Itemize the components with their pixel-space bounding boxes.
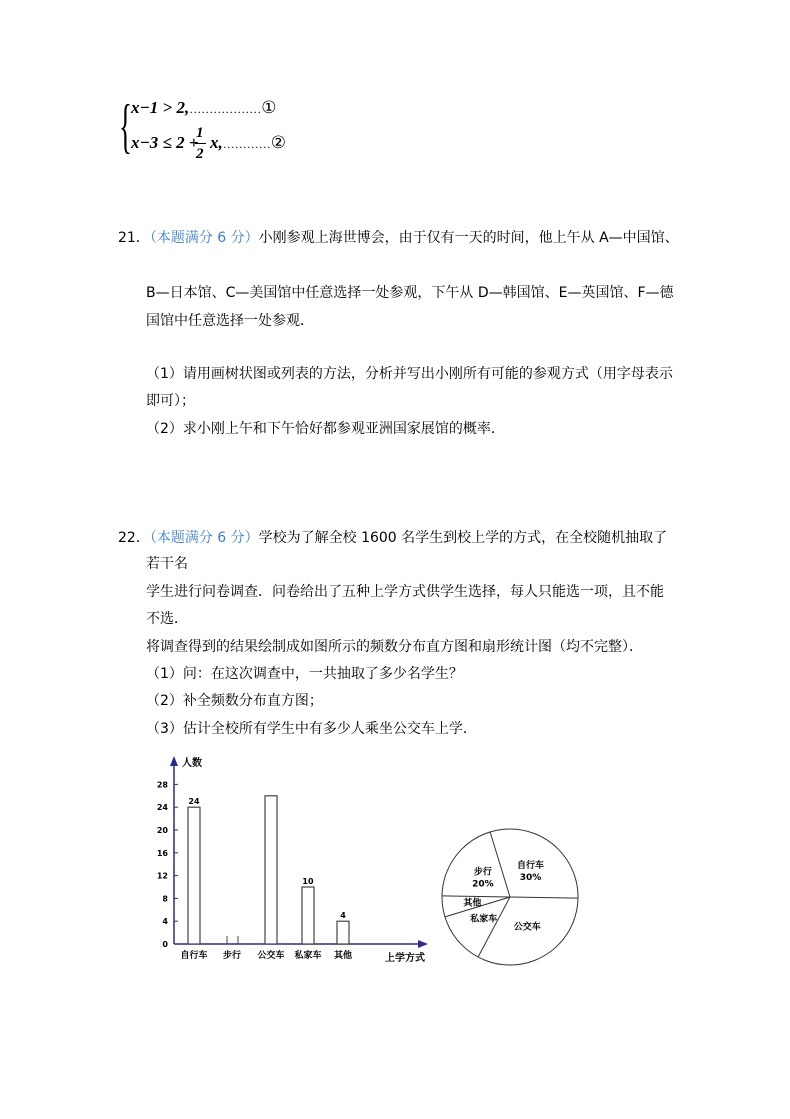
pie-pct-label: 30% [519, 872, 542, 883]
pie-label-公交车: 公交车 [513, 922, 541, 933]
q22-line4: 不选． [146, 611, 188, 627]
q21-part2: （2）求小刚上午和下午恰好都参观亚洲国家展馆的概率． [146, 421, 505, 437]
pie-pct-label: 20% [472, 879, 494, 890]
bar-公交车 [265, 796, 277, 944]
y-tick-label: 4 [162, 917, 168, 927]
q21-line3: 国馆中任意选择一处参观． [146, 313, 314, 329]
q22-part3: （3）估计全校所有学生中有多少人乘坐公交车上学． [146, 721, 477, 737]
q22-part1: （1）问：在这次调查中，一共抽取了多少名学生？ [146, 666, 463, 682]
q22-line1: 22．（本题满分 6 分）学校为了解全校 1600 名学生到校上学的方式，在全校随机抽取了 [118, 530, 668, 546]
q22-line2: 若干名 [146, 556, 188, 572]
y-tick-label: 12 [156, 871, 168, 881]
pie-label-私家车: 私家车 [470, 914, 498, 925]
x-axis-arrow [418, 940, 428, 948]
q21-part1: （1）请用画树状图或列表的方法，分析并写出小刚所有可能的参观方式（用字母表示 [146, 366, 673, 382]
x-tick-label: 自行车 [180, 951, 208, 961]
data-label: 24 [188, 797, 200, 807]
bar-自行车 [188, 807, 200, 944]
fraction-numerator: 1 [196, 125, 204, 141]
y-tick-label: 28 [156, 780, 168, 790]
x-tick-label: 步行 [222, 951, 242, 961]
pie-label-步行: 步行 [473, 867, 492, 878]
brace: { [119, 93, 132, 159]
q21-part1-cont: 即可）； [146, 393, 195, 409]
y-tick-label: 16 [156, 848, 168, 858]
y-tick-label: 24 [156, 803, 168, 813]
q22-line3: 学生进行问卷调查．问卷给出了五种上学方式供学生选择，每人只能选一项，且不能 [146, 584, 664, 600]
q22-line5: 将调查得到的结果绘制成如图所示的频数分布直方图和扇形统计图（均不完整）． [146, 639, 643, 655]
y-tick-label: 0 [162, 940, 168, 949]
q21-line2: B—日本馆、C—美国馆中任意选择一处参观，下午从 D—韩国馆、E—英国馆、F—德 [146, 285, 674, 301]
pie-label-其他: 其他 [463, 898, 482, 909]
x-tick-label: 公交车 [257, 951, 285, 961]
bar-其他 [337, 921, 349, 944]
inequality-2-tail: x,…………② [210, 133, 286, 152]
bar-私家车 [302, 887, 314, 944]
pie-label-自行车: 自行车 [516, 860, 544, 871]
x-tick-label: 其他 [333, 951, 353, 961]
y-axis-arrow [170, 756, 178, 766]
inequality-2: x−3 ≤ 2 + [131, 133, 199, 152]
y-tick-label: 8 [162, 894, 168, 904]
y-tick-label: 20 [156, 826, 168, 835]
x-axis-label: 上学方式 [385, 953, 425, 964]
data-label: 10 [302, 877, 314, 886]
data-label: 4 [340, 911, 346, 921]
y-axis-label: 人数 [182, 758, 202, 769]
fraction-bar [195, 143, 206, 144]
q21-line1: 21．（本题满分 6 分）小刚参观上海世博会，由于仅有一天的时间，他上午从 A—中国馆、 [118, 230, 679, 246]
inequality-1: x−1 > 2,………………① [131, 98, 277, 117]
x-tick-label: 私家车 [294, 951, 322, 961]
fraction-denominator: 2 [196, 146, 204, 162]
q22-part2: （2）补全频数分布直方图； [146, 693, 323, 709]
charts [140, 750, 600, 980]
